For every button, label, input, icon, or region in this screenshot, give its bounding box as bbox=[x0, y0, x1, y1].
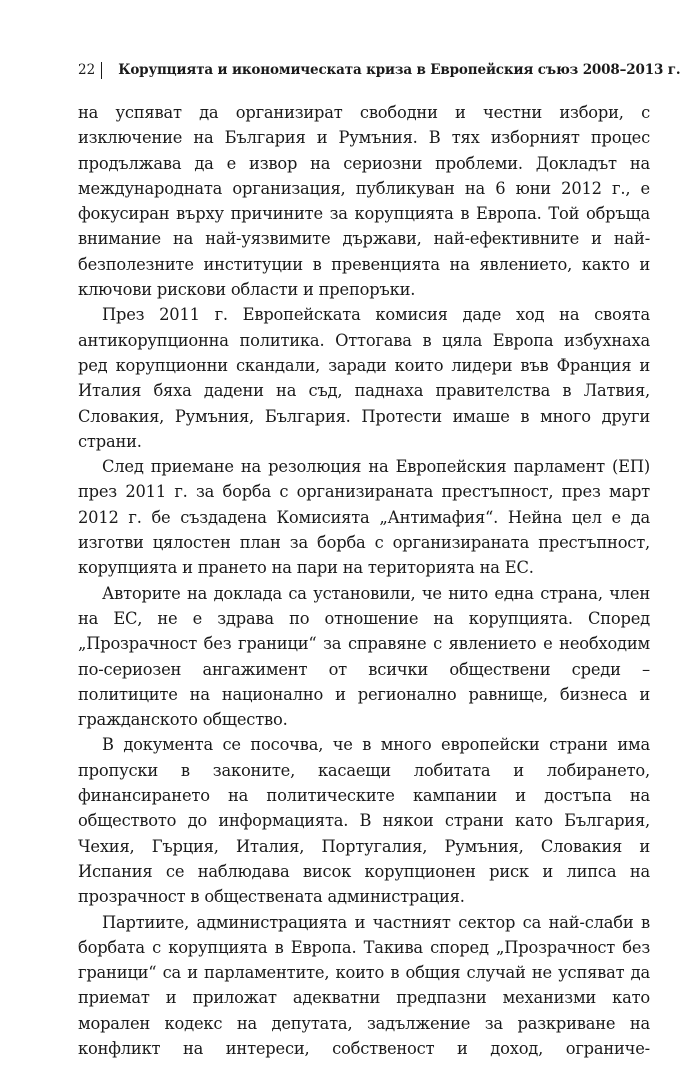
running-header bbox=[78, 62, 681, 86]
paragraph-anticorruption-policy: През 2011 г. Европейската комисия даде ход на своята антикорупционна политика. Оттогава в цяла Европа избухнаха ред корупционни скандали, заради които лидери във Франция и Италия бяха дадени на съд, паднаха правителства в Латвия, Словакия, Румъния, България. Протести имаше в много други страни. bbox=[78, 305, 650, 451]
paragraph-report-authors: Авторите на доклада са установили, че нито една страна, член на ЕС, не е здрава по отношение на корупцията. Според „Прозрачност без граници“ за справяне с явлението е необходим по-сериозен ангажимент от всички обществени среди – политиците на национално и регионално равнище, бизнеса и гражданското общество. bbox=[78, 583, 650, 730]
paragraph-antimafia-commission: След приемане на резолюция на Европейския парламент (ЕП) през 2011 г. за борба с организираната престъпност, през март 2012 г. бе създадена Комисията „Антимафия“. Нейна цел е да изготви цялостен план за борба с организираната престъпност, корупцията и прането на пари на територията на ЕС. bbox=[78, 457, 650, 578]
paragraph-weakest-sectors: Партиите, администрацията и частният сектор са най-слаби в борбата с корупцията в Европа. Такива според „Прозрачност без граници“ са и парламентите, които в общия случай не успяват да приемат и приложат адекватни предпазни механизми като морален кодекс на депутата, задължение за разкриване на конфликт на интереси, собственост и доход, ограниче- bbox=[78, 912, 650, 1058]
body-text bbox=[78, 100, 650, 1061]
page-number: 22 bbox=[78, 62, 102, 79]
book-page bbox=[78, 62, 681, 1061]
paragraph-continuation: на успяват да организират свободни и честни избори, с изключение на България и Румъния. В тях изборният процес продължава да е извор на сериозни проблеми. Докладът на международната организация, публикуван на 6 юни 2012 г., е фокусиран върху причините за корупцията в Европа. Той обръща внимание на най-уязвимите държави, най-ефективните и най-безполезните институции в превенцията на явлението, както и ключови рискови области и препоръки. bbox=[78, 103, 650, 300]
running-title: Корупцията и икономическата криза в Европейския съюз 2008–2013 г. bbox=[118, 62, 681, 78]
paragraph-lobbying-gaps: В документа се посочва, че в много европейски страни има пропуски в законите, касаещи лобитата и лобирането, финансирането на политическите кампании и достъпа на обществото до информацията. В някои страни като България, Чехия, Гърция, Италия, Португалия, Румъния, Словакия и Испания се наблюдава висок корупционен риск и липса на прозрачност в обществената администрация. bbox=[78, 735, 650, 907]
